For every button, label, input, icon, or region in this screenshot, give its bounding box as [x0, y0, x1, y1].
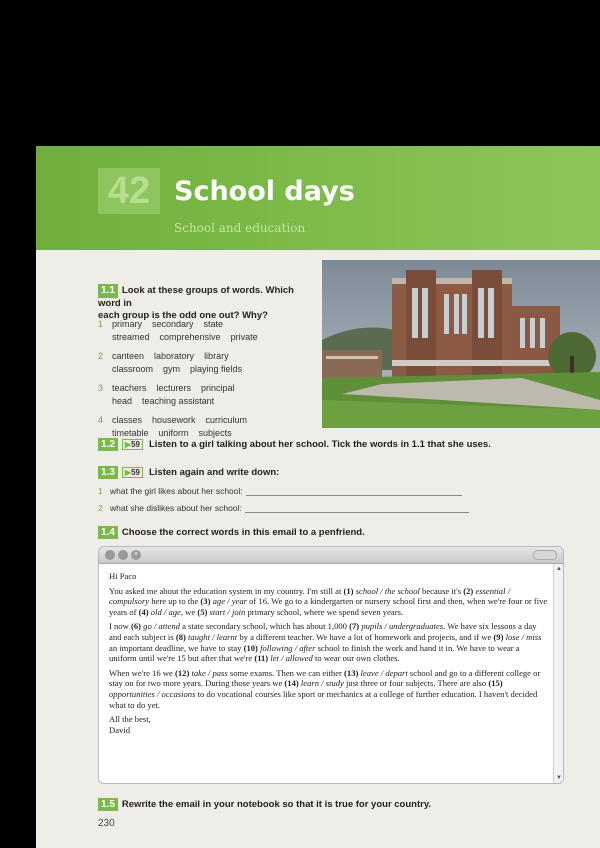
- gap-number: (10): [243, 642, 258, 653]
- school-building-image: [322, 260, 600, 428]
- ex-1-4-tag: 1.4: [98, 526, 118, 539]
- word: playing fields: [190, 364, 243, 374]
- ex-1-2-heading: [98, 438, 491, 451]
- word: curriculum: [205, 415, 248, 425]
- gap-number: (2): [463, 585, 474, 596]
- email-signoff: All the best,: [109, 714, 151, 725]
- toolbar-toggle-button[interactable]: [533, 550, 557, 560]
- group-number: 4: [98, 415, 104, 425]
- word: principal: [201, 383, 235, 393]
- play-icon: ▶: [124, 440, 132, 449]
- gap-number: (8): [175, 631, 186, 642]
- email-text: primary school, where we spend seven years.: [245, 606, 404, 617]
- word: teaching assistant: [142, 396, 215, 406]
- word-choice[interactable]: learn / study: [298, 678, 344, 689]
- close-window-icon[interactable]: [105, 550, 115, 560]
- email-text: a state secondary school, which has about 1,000: [179, 621, 350, 632]
- email-scrollbar[interactable]: [553, 564, 563, 783]
- word: secondary: [152, 319, 194, 329]
- gap-number: (1): [343, 585, 354, 596]
- gap-number: (4): [138, 606, 149, 617]
- audio-track-button[interactable]: [122, 439, 143, 450]
- school-building-photo: [322, 260, 600, 428]
- word: library: [204, 351, 229, 361]
- email-text: an important deadline, we have to stay: [109, 642, 244, 653]
- gap-number: (13): [344, 667, 359, 678]
- play-icon: ▶: [124, 468, 132, 477]
- group-number: 2: [98, 351, 104, 361]
- word-group: [98, 350, 328, 376]
- word-choice[interactable]: essential / compulsory: [109, 585, 511, 607]
- email-greeting: Hi Paco: [109, 571, 137, 581]
- word: uniform: [158, 428, 189, 438]
- ex-1-1-tag: 1.1: [98, 284, 118, 298]
- page-subtitle: School and education: [174, 221, 306, 235]
- email-text: , we: [180, 606, 198, 617]
- email-text: school to finish the work and hand it in. We have to wear a uniform until we're 15 but after that we're: [109, 642, 520, 664]
- group-words: [112, 350, 252, 376]
- email-paragraph-1: [109, 586, 549, 618]
- email-text: to do vocational courses like sport or mechanics at a college of further education. I haven't decided what to do yet.: [109, 688, 538, 710]
- ex-1-1-heading: [98, 284, 318, 322]
- word-choice[interactable]: opportunities / occasions: [109, 688, 196, 699]
- word-choice[interactable]: pupils / undergraduates: [359, 621, 444, 632]
- track-number: 59: [131, 440, 140, 449]
- gap-number: (11): [254, 653, 269, 664]
- ex-1-4-heading: [98, 526, 365, 539]
- group-number: 3: [98, 383, 104, 393]
- word: private: [230, 332, 258, 342]
- scroll-down-icon[interactable]: ▼: [556, 775, 562, 781]
- word-choice[interactable]: let / allowed: [268, 653, 313, 664]
- email-text: just three or four subjects. There are also: [343, 678, 489, 689]
- ex-1-2-tag: 1.2: [98, 438, 118, 451]
- zoom-window-icon[interactable]: ×: [131, 550, 141, 560]
- word-choice[interactable]: lose / miss: [503, 631, 542, 642]
- word: head: [112, 396, 133, 406]
- email-text: some exams. Then we can either: [227, 667, 345, 678]
- email-text: You asked me about the education system in my country. I'm still at: [109, 585, 344, 596]
- email-text: because it's: [419, 585, 464, 596]
- word: housework: [152, 415, 196, 425]
- ex-1-5-tag: 1.5: [98, 798, 118, 811]
- word: comprehensive: [159, 332, 221, 342]
- ex-1-2-instruction: Listen to a girl talking about her school. Tick the words in 1.1 that she uses.: [148, 439, 491, 450]
- gap-number: (3): [200, 596, 211, 607]
- email-text: here up to the: [149, 596, 201, 607]
- email-paragraph-2: [109, 621, 549, 663]
- gap-number: (9): [493, 631, 504, 642]
- word-choice[interactable]: school / the school: [353, 585, 420, 596]
- word-choice[interactable]: age / year: [210, 596, 247, 607]
- word-groups: [98, 318, 328, 446]
- gap-number: (15): [488, 678, 503, 689]
- unit-number: 42: [98, 168, 160, 214]
- gap-number: (6): [130, 621, 141, 632]
- unit-banner: [36, 146, 600, 250]
- word-group: [98, 382, 328, 408]
- email-text: by a different teacher. We have a lot of homework and projects, and if we: [237, 631, 494, 642]
- word-choice[interactable]: start / join: [207, 606, 246, 617]
- word: classes: [112, 415, 143, 425]
- item-text: what the girl likes about her school:: [110, 486, 243, 496]
- audio-track-button[interactable]: [122, 467, 143, 478]
- ex-1-1-instruction-2: each group is the odd one out? Why?: [98, 310, 268, 321]
- track-number: 59: [131, 468, 140, 477]
- gap-number: (5): [197, 606, 208, 617]
- page-title: School days: [174, 176, 355, 207]
- word-choice[interactable]: leave / depart: [358, 667, 408, 678]
- email-text: school and go to a different college or stay on for two more years. During those years we: [109, 667, 541, 689]
- gap-number: (12): [174, 667, 190, 678]
- email-text: When we're 16 we: [109, 667, 175, 678]
- group-words: [112, 414, 257, 440]
- ex-1-3-tag: 1.3: [98, 466, 118, 479]
- answer-line: [245, 504, 469, 513]
- gap-number: (14): [284, 678, 299, 689]
- group-number: 1: [98, 319, 104, 329]
- textbook-page: [36, 146, 600, 848]
- group-words: [112, 382, 245, 408]
- word: streamed: [112, 332, 150, 342]
- email-sender-name: David: [109, 724, 131, 735]
- word-choice[interactable]: taught / learnt: [185, 631, 238, 642]
- group-words: [112, 318, 268, 344]
- page-number: 230: [98, 818, 115, 829]
- word-choice[interactable]: go / attend: [141, 621, 180, 632]
- ex-1-3-heading: [98, 466, 279, 479]
- email-text: of 16. We go to a kindergarten or nursery school first and then, when we're four or five years of: [109, 596, 548, 617]
- word: lecturers: [156, 383, 192, 393]
- gap-number: (7): [349, 621, 360, 632]
- word-choice[interactable]: following / after: [257, 642, 316, 653]
- email-body: [109, 571, 549, 739]
- word-group: [98, 318, 328, 344]
- word: subjects: [198, 428, 232, 438]
- word: gym: [163, 364, 181, 374]
- word: laboratory: [154, 351, 195, 361]
- email-window: [98, 546, 564, 784]
- ex-1-1-instruction-1: Look at these groups of words. Which word in: [98, 285, 294, 309]
- item-number: 1: [98, 486, 103, 496]
- ex-1-4-instruction: Choose the correct words in this email to a penfriend.: [121, 527, 365, 538]
- scroll-up-icon[interactable]: ▲: [556, 566, 562, 572]
- email-text: I now: [109, 621, 131, 632]
- email-text: to wear our own clothes.: [312, 653, 400, 664]
- ex-1-5-heading: [98, 798, 431, 811]
- ex-1-3-instruction: Listen again and write down:: [148, 467, 280, 478]
- email-text: . We have six lessons a day and each subject is: [109, 621, 537, 642]
- word-choice[interactable]: take / pass: [189, 667, 228, 678]
- word: canteen: [112, 351, 145, 361]
- ex-1-5-instruction: Rewrite the email in your notebook so that it is true for your country.: [121, 799, 432, 810]
- word-choice[interactable]: old / age: [148, 606, 181, 617]
- item-text: what she dislikes about her school:: [110, 503, 242, 513]
- item-number: 2: [98, 503, 103, 513]
- word: timetable: [112, 428, 149, 438]
- word: state: [203, 319, 224, 329]
- window-titlebar: [99, 547, 563, 564]
- ex-1-3-item: [98, 503, 469, 513]
- word: primary: [112, 319, 143, 329]
- word-group: [98, 414, 328, 440]
- word: classroom: [112, 364, 154, 374]
- minimize-window-icon[interactable]: [118, 550, 128, 560]
- word: teachers: [112, 383, 147, 393]
- answer-line: [246, 487, 462, 496]
- ex-1-3-item: [98, 486, 462, 496]
- email-paragraph-3: [109, 668, 549, 710]
